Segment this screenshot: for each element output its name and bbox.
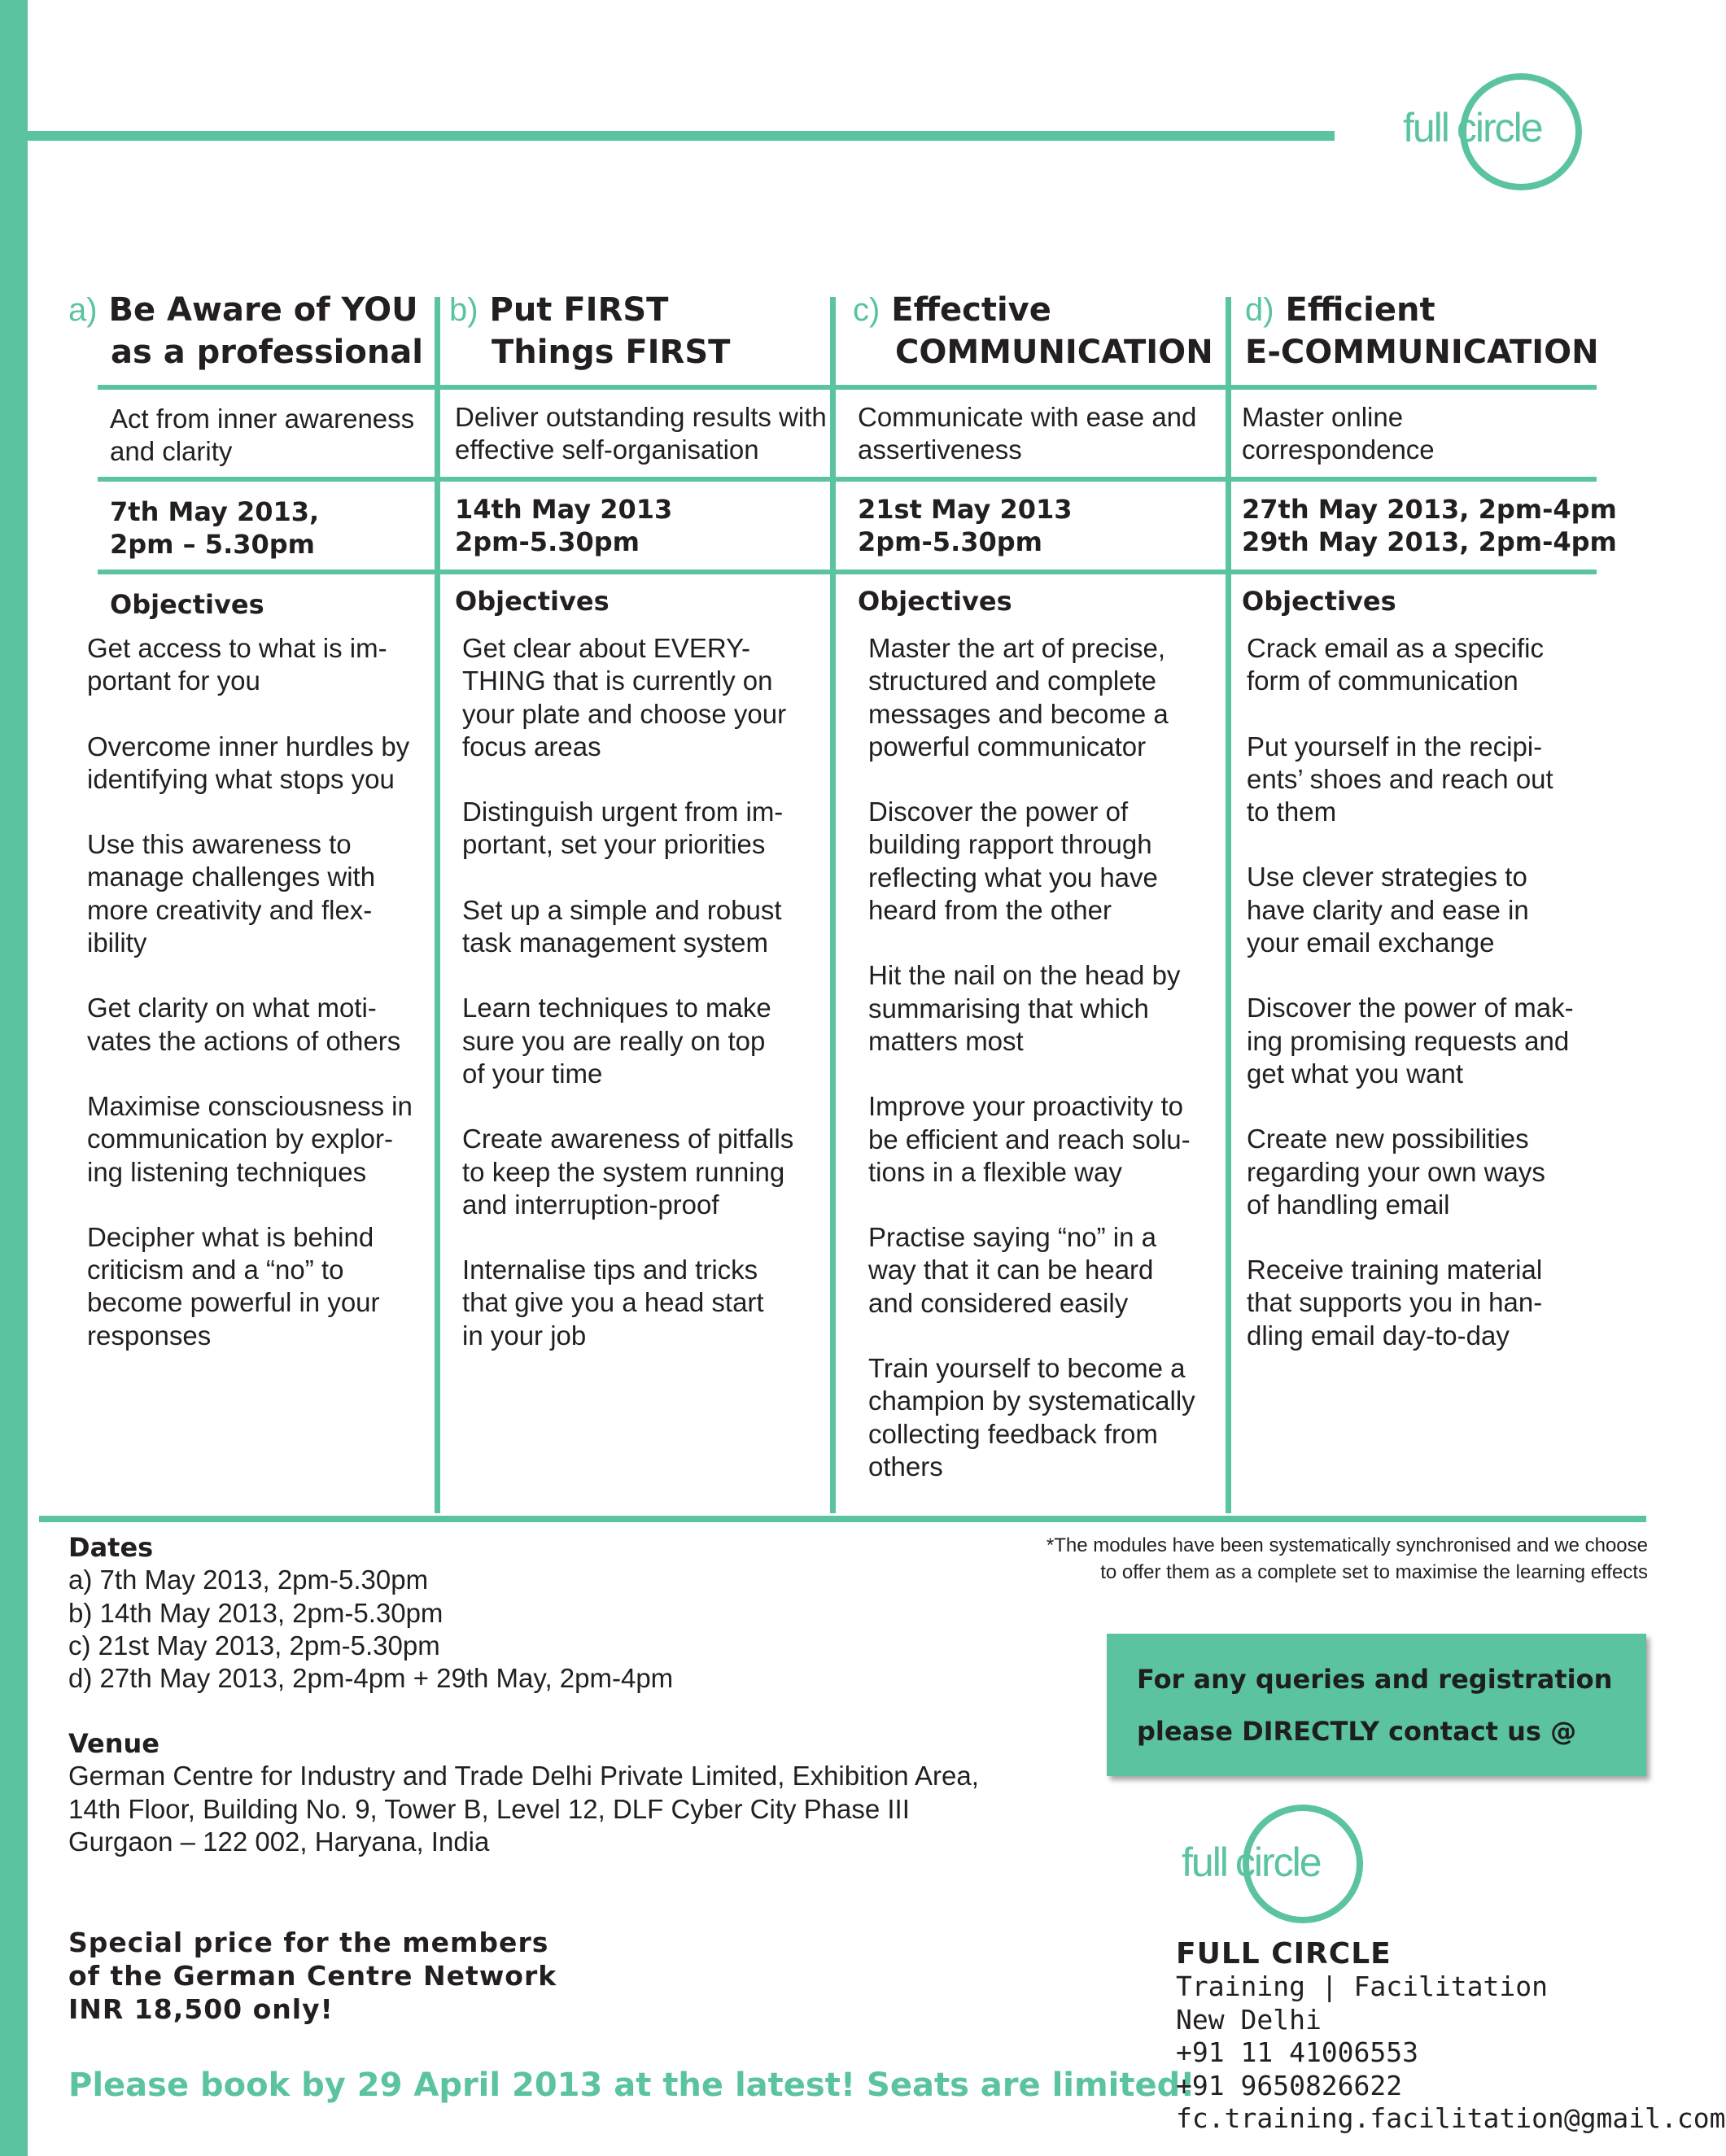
row-rule-3 (98, 570, 1597, 574)
dates-heading: Dates (68, 1532, 154, 1563)
column-a-objectives-heading: Objectives (110, 589, 264, 620)
column-a-title: a) Be Aware of YOU as a professional (68, 291, 424, 371)
objective-item: Use clever strategies to have clarity and ease in your email exchange (1247, 862, 1529, 958)
objective-item: Decipher what is behind criticism and a “no” to become powerful in your responses (87, 1221, 380, 1351)
header-rule (28, 131, 1335, 141)
column-c-objectives-heading: Objectives (858, 586, 1012, 617)
objective-item: Discover the power of building rapport through reflecting what you have heard from the other (868, 796, 1158, 926)
venue-line: 14th Floor, Building No. 9, Tower B, Level 12, DLF Cyber City Phase III (68, 1793, 910, 1824)
objective-item: Get access to what is im- portant for you (87, 633, 387, 696)
objective-item: Get clear about EVERY- THING that is currently on your plate and choose your focus areas (462, 633, 787, 762)
column-b-date: 14th May 2013 2pm-5.30pm (455, 494, 673, 557)
booking-deadline: Please book by 29 April 2013 at the latest! Seats are limited! (68, 2067, 1195, 2104)
contact-callout-line1: For any queries and registration (1137, 1664, 1613, 1695)
objective-item: Get clarity on what moti- vates the actions of others (87, 993, 401, 1056)
row-rule-2 (98, 477, 1597, 482)
objective-item: Train yourself to become a champion by systematically collecting feedback from others (868, 1353, 1195, 1482)
left-accent-bar (0, 0, 28, 2156)
column-d-objectives-heading: Objectives (1242, 586, 1396, 617)
objective-item: Maximise consciousness in communication by explor- ing listening techniques (87, 1090, 413, 1187)
objective-item: Create awareness of pitfalls to keep the system running and interruption-proof (462, 1124, 794, 1220)
phone-2[interactable]: +91 9650826622 (1176, 2069, 1403, 2101)
venue-line: Gurgaon – 122 002, Haryana, India (68, 1826, 490, 1857)
column-c-objectives (868, 632, 1226, 1516)
venue-line: German Centre for Industry and Trade Delhi Private Limited, Exhibition Area, (68, 1761, 979, 1792)
contact-callout-line2: please DIRECTLY contact us @ (1137, 1716, 1577, 1747)
special-price: Special price for the members of the German Centre Network INR 18,500 only! (68, 1927, 557, 2025)
modules-note: *The modules have been systematically synchronised and we choose to offer them as a complete set to maximise the learning effects (1046, 1534, 1648, 1583)
logo-word-full: full (1403, 105, 1449, 151)
objective-item: Hit the nail on the head by summarising that which matters most (868, 960, 1181, 1056)
objective-item: Practise saying “no” in a way that it can be heard and considered easily (868, 1222, 1156, 1318)
column-c-title: c) Effective COMMUNICATION (853, 291, 1213, 371)
venue-section (68, 1727, 979, 1858)
column-d-date: 27th May 2013, 2pm-4pm 29th May 2013, 2pm-4pm (1242, 494, 1617, 557)
company-city: New Delhi (1176, 2003, 1322, 2036)
date-line: c) 21st May 2013, 2pm-5.30pm (68, 1630, 440, 1661)
date-line: d) 27th May 2013, 2pm-4pm + 29th May, 2pm-4pm (68, 1663, 674, 1694)
date-line: a) 7th May 2013, 2pm-5.30pm (68, 1565, 429, 1595)
footer-rule (39, 1516, 1646, 1522)
column-b-objectives (462, 632, 820, 1385)
column-c-subtitle: Communicate with ease and assertiveness (858, 402, 1197, 465)
column-b-objectives-heading: Objectives (455, 586, 610, 617)
objective-item: Create new possibilities regarding your own ways of handling email (1247, 1124, 1545, 1220)
logo-word-circle: circle (1234, 1840, 1321, 1885)
column-b-subtitle: Deliver outstanding results with effective self-organisation (455, 402, 827, 465)
objective-item: Learn techniques to make sure you are really on top of your time (462, 993, 771, 1089)
objective-item: Put yourself in the recipi- ents’ shoes and reach out to them (1247, 731, 1553, 827)
column-d-title: d) Efficient E-COMMUNICATION (1245, 291, 1599, 371)
contact-callout (1107, 1634, 1646, 1776)
dates-section (68, 1531, 673, 1695)
objective-item: Discover the power of mak- ing promising requests and get what you want (1247, 993, 1574, 1089)
objective-item: Improve your proactivity to be efficient and reach solu- tions in a flexible way (868, 1091, 1191, 1187)
contact-details (1176, 1938, 1726, 2135)
company-name: FULL CIRCLE (1176, 1937, 1392, 1971)
column-a-date: 7th May 2013, 2pm – 5.30pm (110, 496, 320, 560)
objective-item: Overcome inner hurdles by identifying what stops you (87, 731, 410, 794)
column-c-date: 21st May 2013 2pm-5.30pm (858, 494, 1073, 557)
logo-word-circle: circle (1456, 105, 1542, 151)
column-b-title: b) Put FIRST Things FIRST (449, 291, 731, 371)
logo-word-full: full (1182, 1840, 1227, 1885)
company-tagline: Training | Facilitation (1176, 1971, 1548, 2003)
objective-item: Distinguish urgent from im- portant, set your priorities (462, 796, 784, 860)
column-a-subtitle: Act from inner awareness and clarity (110, 404, 415, 466)
objective-item: Crack email as a specific form of communication (1247, 633, 1544, 696)
phone-1[interactable]: +91 11 41006553 (1176, 2036, 1419, 2069)
objective-item: Use this awareness to manage challenges with more creativity and flex- ibility (87, 829, 376, 958)
column-d-subtitle: Master online correspondence (1242, 402, 1435, 465)
email-link[interactable]: fc.training.facilitation@gmail.com (1176, 2102, 1726, 2135)
row-rule-1 (98, 385, 1597, 390)
venue-heading: Venue (68, 1728, 159, 1759)
column-a-objectives (87, 632, 429, 1385)
objective-item: Master the art of precise, structured and complete messages and become a powerful communicator (868, 633, 1169, 762)
date-line: b) 14th May 2013, 2pm-5.30pm (68, 1597, 444, 1628)
objective-item: Set up a simple and robust task management system (462, 894, 782, 958)
column-d-objectives (1247, 632, 1613, 1385)
objective-item: Receive training material that supports you in han- dling email day-to-day (1247, 1255, 1543, 1351)
objective-item: Internalise tips and tricks that give you a head start in your job (462, 1255, 764, 1351)
